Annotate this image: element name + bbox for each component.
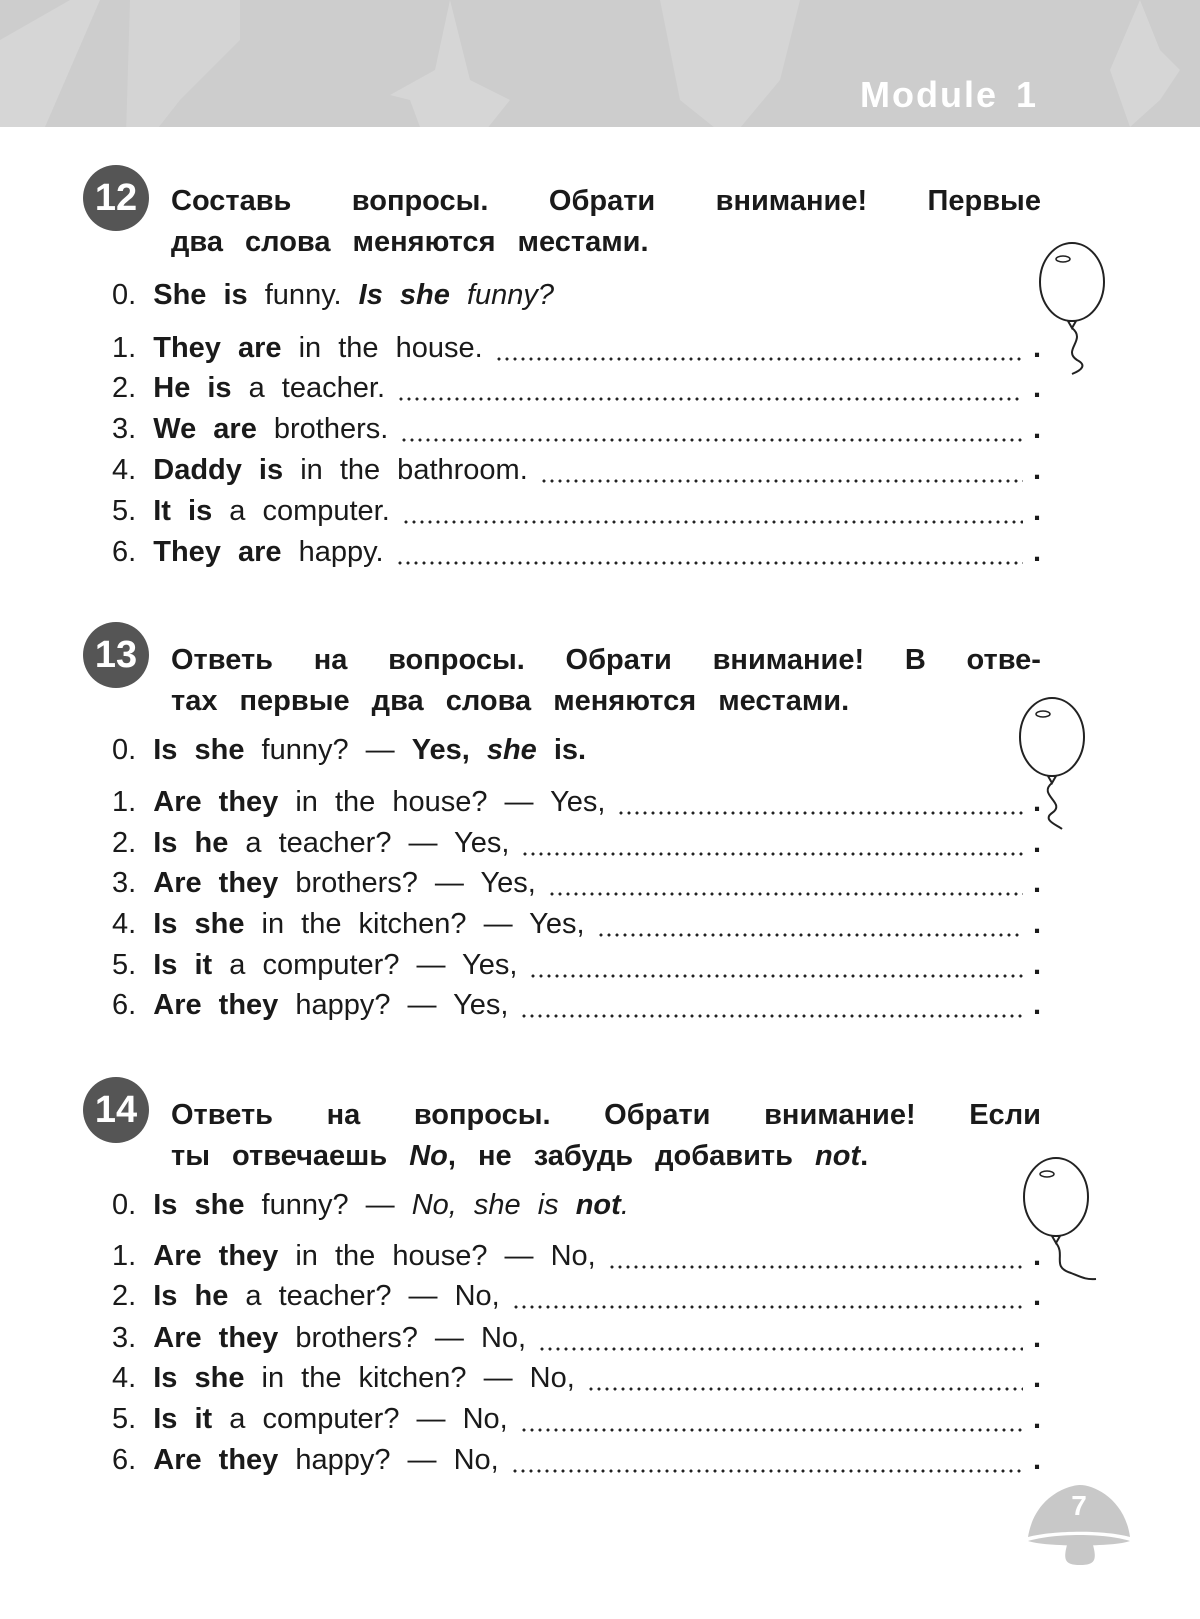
text-segment: Are they — [153, 1240, 296, 1272]
end-period: . — [1032, 536, 1041, 568]
instruction-word: Ответь — [171, 644, 273, 676]
text-segment: in the house. — [298, 332, 483, 364]
instruction-word: внимание! — [712, 644, 865, 676]
instruction-text: not — [815, 1140, 861, 1172]
text-segment: she — [486, 734, 554, 766]
text-segment: They are — [153, 332, 299, 364]
text-segment: happy? — No, — [295, 1444, 499, 1476]
instruction-line — [171, 181, 1041, 222]
text-segment: She is — [153, 279, 265, 311]
instruction-line — [171, 681, 1041, 722]
text-segment: 6. — [112, 1444, 154, 1476]
end-period: . — [1032, 332, 1041, 364]
text-segment: funny? — — [261, 734, 412, 766]
instruction-text: два слова меняются местами. — [171, 226, 649, 258]
balloon-icon — [1012, 695, 1092, 835]
end-period: . — [1032, 454, 1041, 486]
instruction-text: , не забудь добавить — [447, 1140, 816, 1172]
module-title: Module 1 — [859, 74, 1038, 115]
exercise-item — [112, 827, 1041, 863]
end-period: . — [1032, 908, 1041, 940]
text-segment: Is it — [153, 1403, 230, 1435]
end-period: . — [1032, 1240, 1041, 1272]
instruction-line — [171, 1095, 1041, 1136]
balloon-icon — [1016, 1155, 1106, 1295]
instruction-word: отве- — [966, 644, 1041, 676]
answer-blank[interactable] — [529, 974, 1023, 978]
page-header — [0, 0, 1200, 127]
instruction-line — [171, 222, 1041, 263]
exercise-item — [112, 908, 1041, 944]
exercise-instructions — [171, 1095, 1041, 1177]
text-segment: Is she — [358, 279, 467, 311]
exercise-instructions — [171, 640, 1041, 722]
text-segment: 2. — [112, 372, 154, 404]
exercise-item — [112, 786, 1041, 822]
instruction-word: Первые — [927, 185, 1041, 217]
text-segment: Are they — [153, 1444, 296, 1476]
text-segment: They are — [153, 536, 299, 568]
text-segment: a teacher. — [248, 372, 385, 404]
exercise-item — [112, 413, 1041, 449]
text-segment: Is he — [153, 1280, 246, 1312]
exercise-item — [112, 989, 1041, 1025]
instruction-word: Составь — [171, 185, 292, 217]
page-number: 7 — [1071, 1490, 1087, 1521]
text-segment: Are they — [153, 1322, 296, 1354]
end-period: . — [1032, 1280, 1041, 1312]
answer-blank[interactable] — [540, 479, 1023, 483]
exercise-item — [112, 1403, 1041, 1439]
answer-blank[interactable] — [608, 1265, 1023, 1269]
answer-blank[interactable] — [400, 438, 1023, 442]
text-segment: brothers? — Yes, — [295, 867, 536, 899]
instruction-word: Обрати — [565, 644, 672, 676]
text-segment: a teacher? — No, — [245, 1280, 500, 1312]
answer-blank[interactable] — [548, 892, 1023, 896]
example-line — [112, 1189, 1041, 1225]
example-line — [112, 734, 1041, 770]
text-segment: 5. — [112, 495, 154, 527]
instruction-word: на — [313, 644, 348, 676]
text-segment: 1. — [112, 786, 154, 818]
answer-blank[interactable] — [520, 1014, 1022, 1018]
instruction-word: вопросы. — [413, 1099, 551, 1131]
end-period: . — [1032, 372, 1041, 404]
text-segment: 5. — [112, 1403, 154, 1435]
example-line — [112, 279, 1041, 315]
text-segment: 6. — [112, 989, 154, 1021]
instruction-word: Ответь — [171, 1099, 273, 1131]
exercise-item — [112, 1280, 1041, 1316]
exercise-item — [112, 1362, 1041, 1398]
text-segment: funny? — — [261, 1189, 412, 1221]
instruction-word: вопросы. — [388, 644, 525, 676]
text-segment: He is — [153, 372, 249, 404]
instruction-text: тах первые два слова меняются местами. — [171, 685, 850, 717]
instruction-word: на — [326, 1099, 361, 1131]
text-segment: 0. — [112, 279, 154, 311]
mushroom-icon — [1025, 1485, 1135, 1565]
exercise-item — [112, 949, 1041, 985]
exercise-item — [112, 372, 1041, 408]
exercise-item — [112, 1444, 1041, 1480]
instruction-text: . — [860, 1140, 869, 1172]
text-segment: a computer. — [229, 495, 390, 527]
text-segment: Is she — [153, 734, 262, 766]
end-period: . — [1032, 989, 1041, 1021]
text-segment: Is she — [153, 908, 262, 940]
text-segment: brothers. — [273, 413, 389, 445]
text-segment: 0. — [112, 734, 154, 766]
exercise-item — [112, 1322, 1041, 1358]
text-segment: We are — [153, 413, 274, 445]
text-segment: 1. — [112, 1240, 154, 1272]
answer-blank[interactable] — [617, 811, 1022, 815]
text-segment: in the bathroom. — [300, 454, 528, 486]
instruction-word: В — [904, 644, 926, 676]
text-segment: 6. — [112, 536, 154, 568]
end-period: . — [1032, 1444, 1041, 1476]
answer-blank[interactable] — [397, 397, 1023, 401]
exercise-item — [112, 332, 1041, 368]
text-segment: 3. — [112, 867, 154, 899]
page-number-badge — [1025, 1485, 1135, 1570]
end-period: . — [1032, 495, 1041, 527]
text-segment: 4. — [112, 454, 154, 486]
text-segment: . — [620, 1189, 629, 1221]
text-segment: funny. — [264, 279, 359, 311]
instruction-word: Обрати — [604, 1099, 711, 1131]
exercise-item — [112, 536, 1041, 572]
answer-blank[interactable] — [520, 1428, 1023, 1432]
end-period: . — [1032, 1403, 1041, 1435]
exercise-item — [112, 1240, 1041, 1276]
exercise-item — [112, 495, 1041, 531]
text-segment: 2. — [112, 827, 154, 859]
text-segment: a teacher? — Yes, — [245, 827, 510, 859]
answer-blank[interactable] — [512, 1305, 1023, 1309]
text-segment: Is she — [153, 1189, 262, 1221]
end-period: . — [1032, 867, 1041, 899]
text-segment: Are they — [153, 989, 296, 1021]
instruction-line — [171, 640, 1041, 681]
answer-blank[interactable] — [511, 1469, 1023, 1473]
instruction-word: Обрати — [548, 185, 656, 217]
instruction-word: Если — [969, 1099, 1041, 1131]
instruction-word: внимание! — [715, 185, 868, 217]
text-segment: in the kitchen? — No, — [261, 1362, 575, 1394]
exercise-number-badge: 13 — [83, 622, 149, 688]
text-segment: Daddy is — [153, 454, 301, 486]
answer-blank[interactable] — [495, 357, 1023, 361]
answer-blank[interactable] — [521, 852, 1023, 856]
answer-blank[interactable] — [396, 561, 1023, 565]
text-segment: Yes, — [411, 734, 487, 766]
end-period: . — [1032, 413, 1041, 445]
text-segment: not — [575, 1189, 621, 1221]
end-period: . — [1032, 1362, 1041, 1394]
text-segment: brothers? — No, — [295, 1322, 527, 1354]
text-segment: 0. — [112, 1189, 154, 1221]
text-segment: Are they — [153, 786, 296, 818]
text-segment: 2. — [112, 1280, 154, 1312]
instruction-word: внимание! — [764, 1099, 916, 1131]
instruction-text: No — [409, 1140, 448, 1172]
text-segment: No, she is — [411, 1189, 576, 1221]
text-segment: Is she — [153, 1362, 262, 1394]
text-segment: funny? — [466, 279, 555, 311]
end-period: . — [1032, 827, 1041, 859]
text-segment: 4. — [112, 908, 154, 940]
text-segment: a computer? — No, — [229, 1403, 508, 1435]
balloon-icon — [1032, 240, 1112, 380]
end-period: . — [1032, 1322, 1041, 1354]
text-segment: in the kitchen? — Yes, — [261, 908, 585, 940]
exercise-item — [112, 867, 1041, 903]
text-segment: 5. — [112, 949, 154, 981]
answer-blank[interactable] — [597, 933, 1023, 937]
exercise-number-badge: 14 — [83, 1077, 149, 1143]
answer-blank[interactable] — [538, 1347, 1023, 1351]
exercise-item — [112, 454, 1041, 490]
text-segment: Is it — [153, 949, 230, 981]
text-segment: in the house? — Yes, — [295, 786, 606, 818]
text-segment: 4. — [112, 1362, 154, 1394]
instruction-text: ты отвечаешь — [171, 1140, 410, 1172]
end-period: . — [1032, 786, 1041, 818]
text-segment: in the house? — No, — [295, 1240, 596, 1272]
end-period: . — [1032, 949, 1041, 981]
text-segment: Are they — [153, 867, 296, 899]
instruction-word: вопросы. — [351, 185, 489, 217]
answer-blank[interactable] — [402, 520, 1023, 524]
text-segment: Is he — [153, 827, 246, 859]
text-segment: 3. — [112, 413, 154, 445]
instruction-line — [171, 1136, 1041, 1177]
text-segment: a computer? — Yes, — [229, 949, 518, 981]
text-segment: 1. — [112, 332, 154, 364]
exercise-number-badge: 12 — [83, 165, 149, 231]
answer-blank[interactable] — [587, 1387, 1023, 1391]
exercise-instructions — [171, 181, 1041, 263]
text-segment: happy. — [298, 536, 384, 568]
text-segment: 3. — [112, 1322, 154, 1354]
text-segment: happy? — Yes, — [295, 989, 509, 1021]
text-segment: It is — [153, 495, 230, 527]
text-segment: is. — [553, 734, 587, 766]
